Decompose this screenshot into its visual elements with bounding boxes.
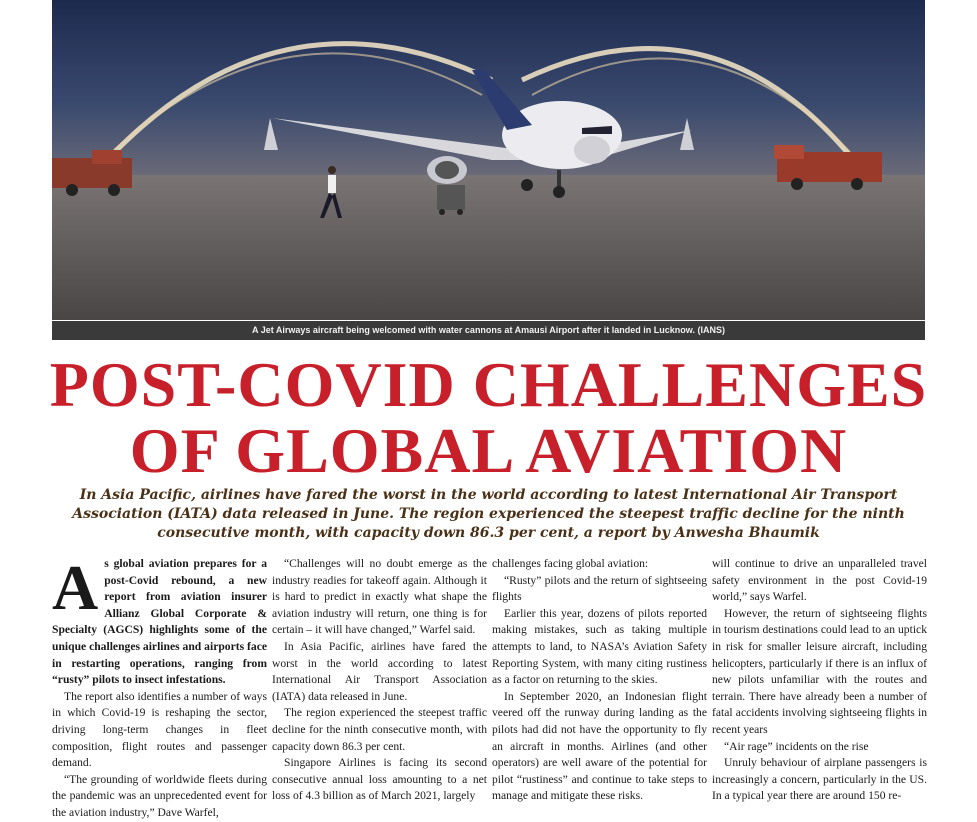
paragraph: “The grounding of worldwide fleets during the pandemic was an unprecedented event for the aviation industry,” Dave Warfel, <box>52 772 267 819</box>
standfirst: In Asia Pacific, airlines have fared the worst in the world according to latest International Air Transport Association (IATA) data released in June. The region experienced the steepest traffic decline for the ninth consecutive month, with capacity down 86.3 per cent, a report by Anwesha Bhaumik <box>72 487 905 541</box>
drop-cap: A <box>52 552 99 623</box>
paragraph: In September 2020, an Indonesian flight veered off the runway during landing as the pilots had did not have the opportunity to fly an aircraft in months. Airlines (and other operators) are well aware of the potential for pilot “rustiness” and continue to take steps to manage and mitigate these risks. <box>492 689 707 803</box>
paragraph: Earlier this year, dozens of pilots reported making mistakes, such as taking multiple attempts to land, to NASA’s Aviation Safety Reporting System, with many citing rustiness as a factor on returning to the skies. <box>492 606 707 687</box>
paragraph: “Challenges will no doubt emerge as the industry readies for takeoff again. Although it is hard to predict in exactly what shape the aviation industry will return, one thing is for certain – it will have changed,” Warfel said. <box>272 557 487 637</box>
lead-paragraph <box>52 552 267 689</box>
subheading: “Rusty” pilots and the return of sightseeing flights <box>492 573 707 604</box>
subheading: “Air rage” incidents on the rise <box>724 739 869 753</box>
article-column-3 <box>492 556 707 805</box>
photo-caption: A Jet Airways aircraft being welcomed with water cannons at Amausi Airport after it landed in Lucknow. (IANS) <box>52 321 925 340</box>
paragraph: Singapore Airlines is facing its second consecutive annual loss amounting to a net loss of 4.3 billion as of March 2021, largely <box>272 756 487 803</box>
aircraft-photo <box>52 0 925 320</box>
headline <box>0 349 977 486</box>
paragraph: However, the return of sightseeing flights in tourism destinations could lead to an uptick in risk for smaller leisure aircraft, including helicopters, particularly if there is an influx of new pilots unfamiliar with the routes and terrain. There have already been a number of fatal accidents involving sightseeing flights in recent years <box>712 606 927 736</box>
paragraph: challenges facing global aviation: <box>492 557 649 570</box>
paragraph: will continue to drive an unparalleled travel safety environment in the post Covid-19 world,” says Warfel. <box>712 557 927 604</box>
article-column-4 <box>712 556 927 805</box>
headline-line-2: OF GLOBAL AVIATION <box>129 415 848 486</box>
paragraph: The region experienced the steepest traffic decline for the ninth consecutive month, with capacity down 86.3 per cent. <box>272 706 487 753</box>
paragraph: The report also identifies a number of ways in which Covid-19 is reshaping the sector, driving long-term changes in fleet composition, flight routes and passenger demand. <box>52 689 267 770</box>
article-column-2 <box>272 556 487 805</box>
headline-line-1: POST-COVID CHALLENGES <box>49 349 928 420</box>
article-column-1 <box>52 552 267 822</box>
aircraft-illustration <box>52 0 925 320</box>
paragraph: In Asia Pacific, airlines have fared the worst in the world according to latest International Air Transport Association (IATA) data released in June. <box>272 639 487 703</box>
lead-text: s global aviation prepares for a post-Covid rebound, a new report from aviation insurer Allianz Global Corporate & Specialty (AGCS) highlights some of the unique challenges airlines and airports face in restarting operations, ranging from “rusty” pilots to insect infestations. <box>52 557 267 687</box>
paragraph: Unruly behaviour of airplane passengers is increasingly a concern, particularly in the US. In a typical year there are around 150 re- <box>712 756 927 803</box>
